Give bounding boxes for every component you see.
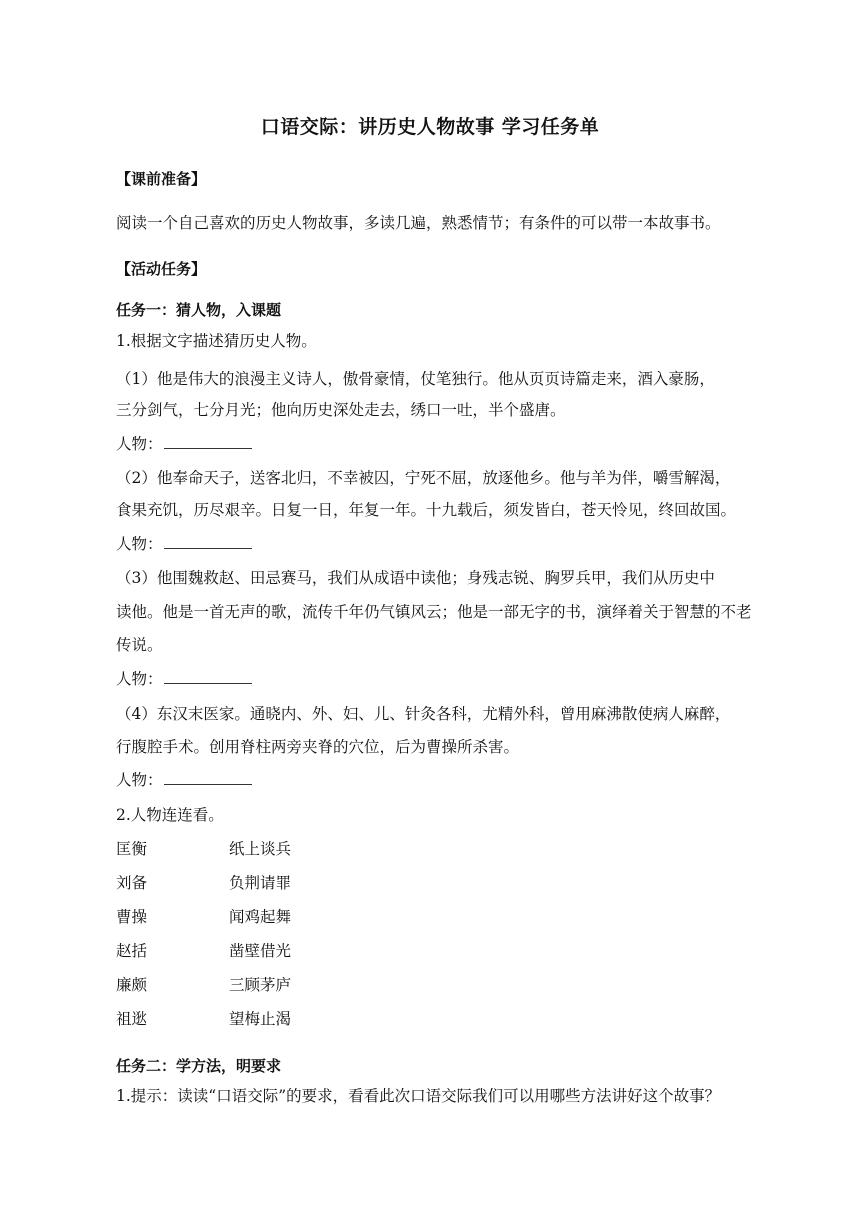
answer-row-2 [116,533,252,555]
riddle-2-line-2: 食果充饥，历尽艰辛。日复一日，年复一年。十九载后，须发皆白，苍天怜见，终回故国。 [116,501,737,519]
activity-heading: 【活动任务】 [116,260,207,278]
riddle-3-line-2: 读他。他是一首无声的歌，流传千年仍气镇风云；他是一部无字的书，演绎着关于智慧的不老 [116,603,752,621]
prep-heading: 【课前准备】 [116,170,207,188]
answer-row-4 [116,769,252,791]
riddle-3-line-1: （3）他围魏救赵、田忌赛马，我们从成语中读他；身残志锐、胸罗兵甲，我们从历史中 [116,569,715,587]
answer-blank-4[interactable] [164,769,252,785]
answer-label: 人物： [116,435,163,453]
match-left-item: 祖逖 [116,1010,148,1028]
answer-label: 人物： [116,535,163,553]
prep-text: 阅读一个自己喜欢的历史人物故事，多读几遍，熟悉情节；有条件的可以带一本故事书。 [116,214,721,232]
answer-row-3 [116,668,252,690]
task1-question-2: 2.人物连连看。 [116,806,224,824]
riddle-3-line-3: 传说。 [116,636,163,654]
riddle-1-line-2: 三分剑气，七分月光；他向历史深处走去，绣口一吐，半个盛唐。 [116,401,566,419]
answer-blank-3[interactable] [164,668,252,684]
match-right-item: 闻鸡起舞 [229,908,292,926]
answer-label: 人物： [116,670,163,688]
match-left-item: 曹操 [116,908,148,926]
task1-question-1: 1.根据文字描述猜历史人物。 [116,332,317,350]
match-left-item: 匡衡 [116,840,148,858]
match-left-item: 赵括 [116,942,148,960]
answer-label: 人物： [116,771,163,789]
page-title: 口语交际：讲历史人物故事 学习任务单 [260,116,600,138]
riddle-4-line-1: （4）东汉末医家。通晓内、外、妇、儿、针灸各科，尤精外科，曾用麻沸散使病人麻醉， [116,705,731,723]
task1-heading: 任务一：猜人物，入课题 [116,301,282,319]
task2-question-1: 1.提示：读读“口语交际”的要求，看看此次口语交际我们可以用哪些方法讲好这个故事？ [116,1087,721,1105]
task2-heading: 任务二：学方法，明要求 [116,1057,282,1075]
answer-blank-2[interactable] [164,533,252,549]
riddle-1-line-1: （1）他是伟大的浪漫主义诗人，傲骨豪情，仗笔独行。他从页页诗篇走来，酒入豪肠， [116,370,715,388]
match-right-item: 望梅止渴 [229,1010,292,1028]
match-right-item: 三顾茅庐 [229,976,292,994]
match-left-item: 刘备 [116,874,148,892]
match-right-item: 凿壁借光 [229,942,292,960]
match-right-item: 纸上谈兵 [229,840,292,858]
match-left-item: 廉颇 [116,976,148,994]
riddle-4-line-2: 行腹腔手术。创用脊柱两旁夹脊的穴位，后为曹操所杀害。 [116,738,520,756]
answer-blank-1[interactable] [164,433,252,449]
answer-row-1 [116,433,252,455]
riddle-2-line-1: （2）他奉命天子，送客北归，不幸被囚，宁死不屈，放逐他乡。他与羊为伴，嚼雪解渴， [116,469,731,487]
match-right-item: 负荆请罪 [229,874,292,892]
